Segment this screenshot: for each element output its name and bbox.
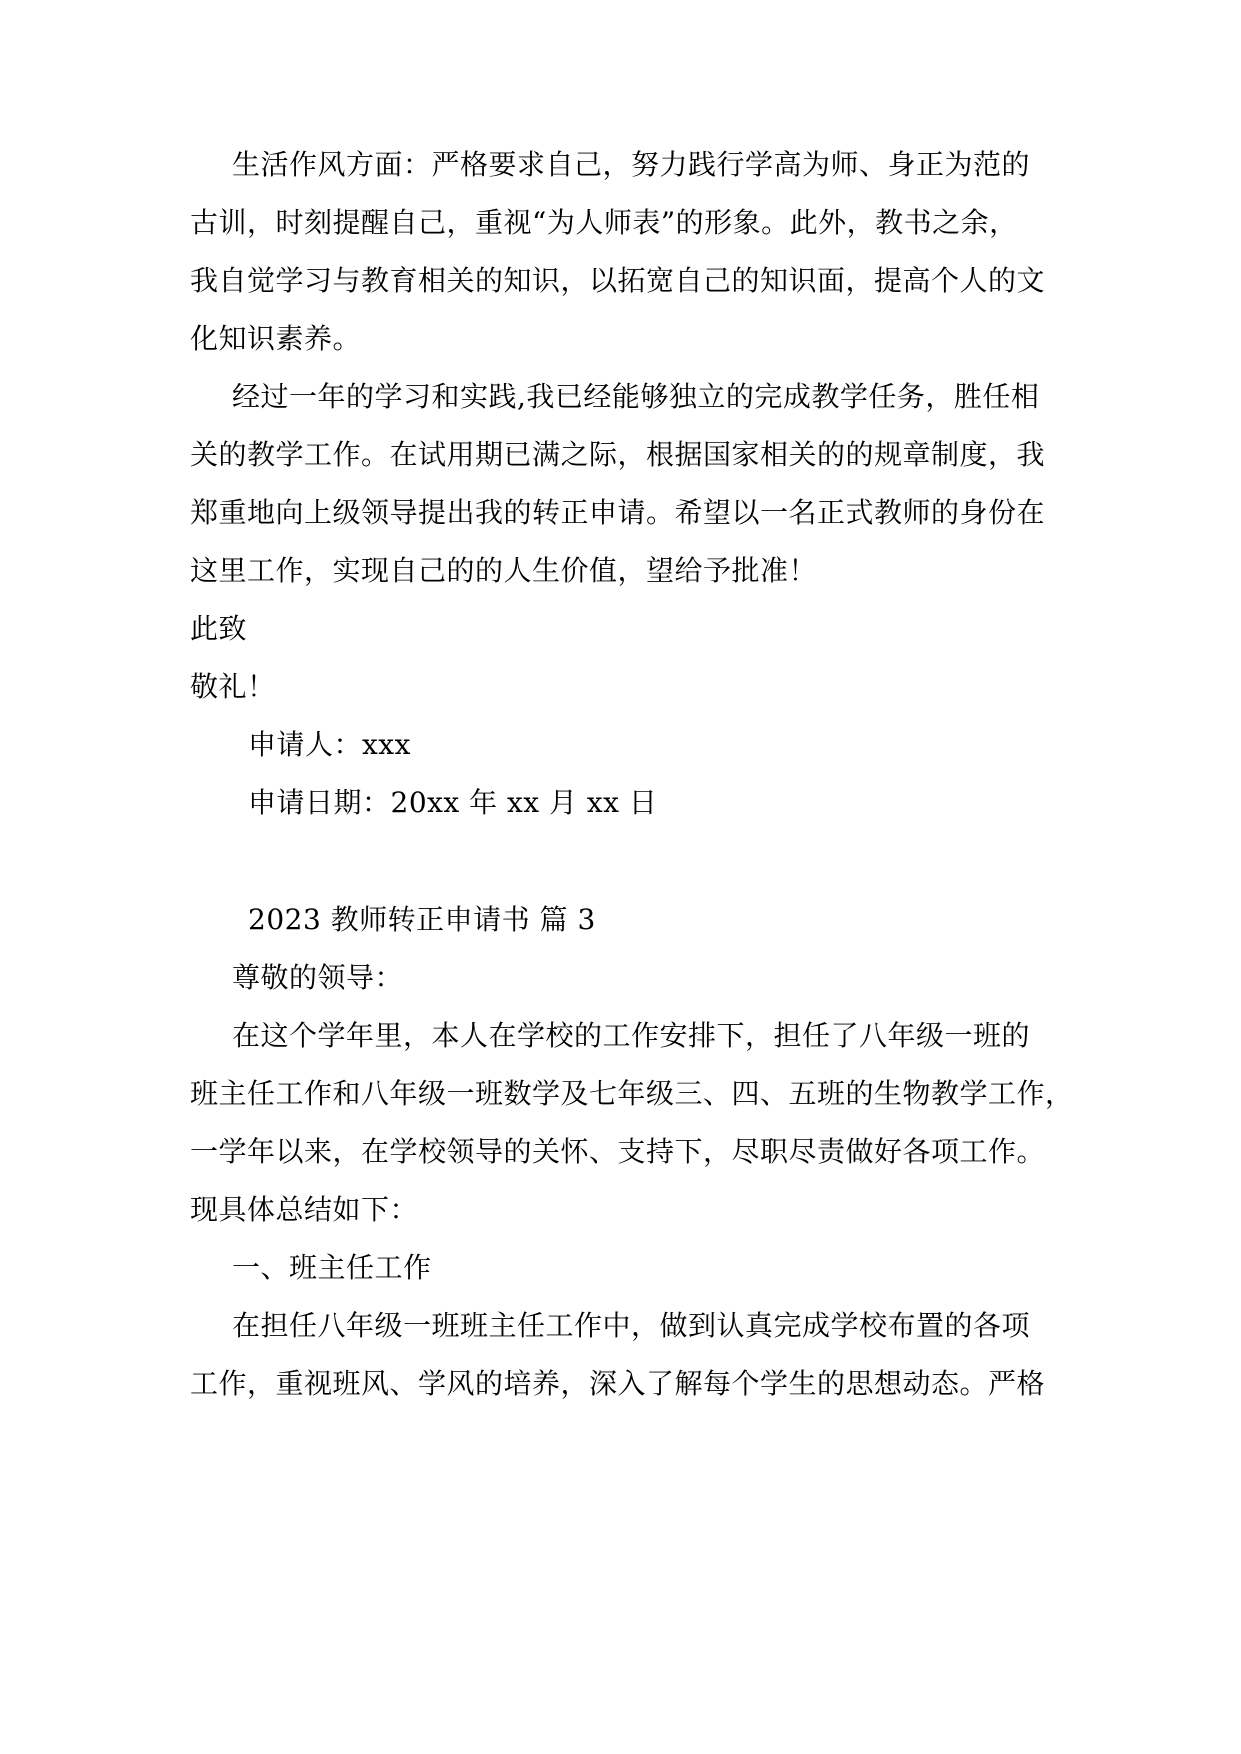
- paragraph-line: 古训，时刻提醒自己，重视“为人师表”的形象。此外，教书之余，: [190, 206, 1018, 239]
- applicant-line: 申请人：xxx: [248, 728, 411, 761]
- closing-line: 此致: [190, 612, 248, 645]
- paragraph-line: 经过一年的学习和实践,我已经能够独立的完成教学任务，胜任相: [232, 380, 1040, 413]
- paragraph-line: 工作，重视班风、学风的培养，深入了解每个学生的思想动态。严格: [190, 1367, 1046, 1400]
- salutation: 尊敬的领导：: [232, 961, 404, 994]
- closing-line: 敬礼！: [190, 670, 276, 703]
- paragraph-line: 化知识素养。: [190, 322, 362, 355]
- paragraph-line: 班主任工作和八年级一班数学及七年级三、四、五班的生物教学工作，: [190, 1077, 1074, 1110]
- paragraph-line: 生活作风方面：严格要求自己，努力践行学高为师、身正为范的: [232, 148, 1031, 181]
- paragraph-line: 一学年以来，在学校领导的关怀、支持下，尽职尽责做好各项工作。: [190, 1135, 1046, 1168]
- section-title: 2023 教师转正申请书 篇 3: [248, 903, 596, 936]
- paragraph-line: 这里工作，实现自己的的人生价值，望给予批准！: [190, 554, 818, 587]
- paragraph-line: 现具体总结如下：: [190, 1193, 419, 1226]
- section-heading: 一、班主任工作: [232, 1251, 432, 1284]
- paragraph-line: 关的教学工作。在试用期已满之际，根据国家相关的的规章制度，我: [190, 438, 1046, 471]
- date-line: 申请日期：20xx 年 xx 月 xx 日: [248, 786, 658, 819]
- paragraph-line: 郑重地向上级领导提出我的转正申请。希望以一名正式教师的身份在: [190, 496, 1046, 529]
- paragraph-line: 我自觉学习与教育相关的知识，以拓宽自己的知识面，提高个人的文: [190, 264, 1046, 297]
- paragraph-line: 在担任八年级一班班主任工作中，做到认真完成学校布置的各项: [232, 1309, 1031, 1342]
- paragraph-line: 在这个学年里，本人在学校的工作安排下，担任了八年级一班的: [232, 1019, 1031, 1052]
